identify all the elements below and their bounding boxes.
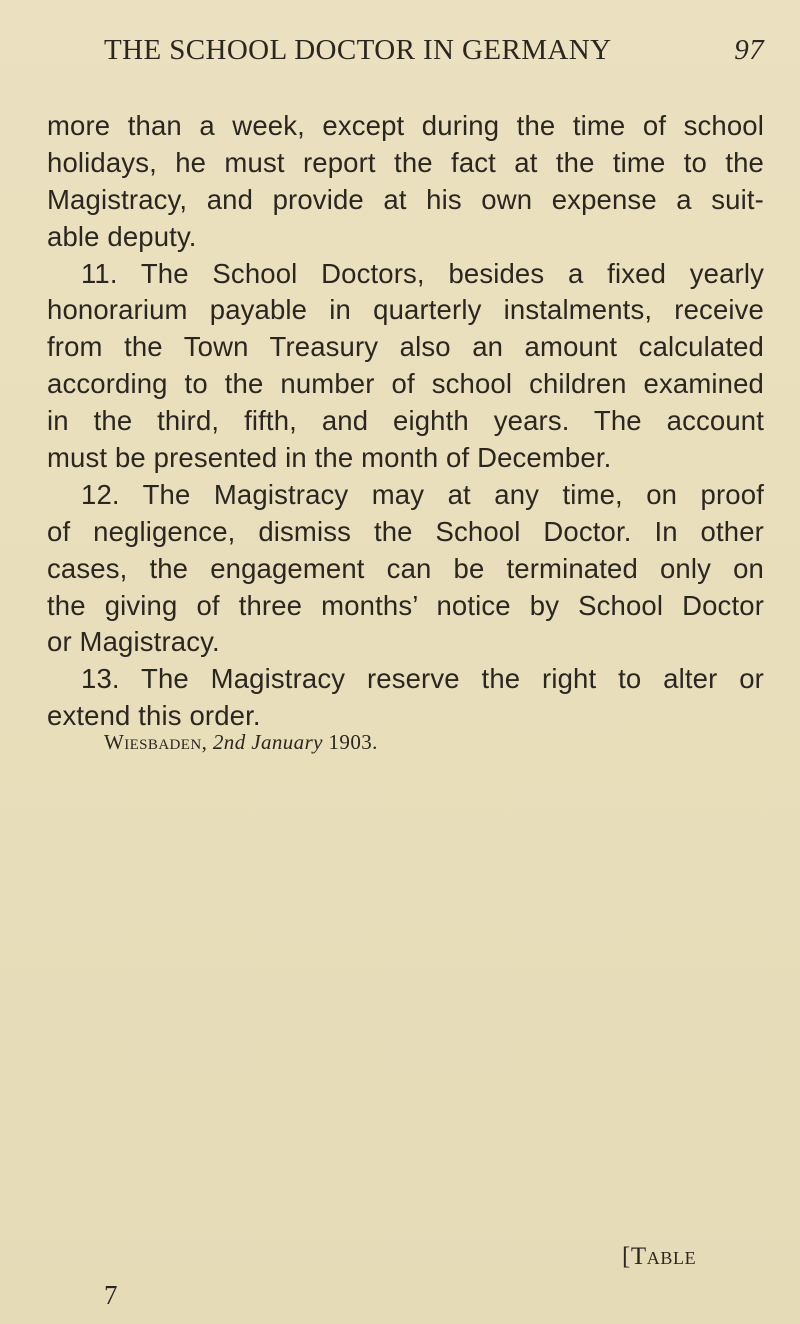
text-line: of negligence, dismiss the School Doctor. In other [47,515,764,547]
text-line: or Magistracy. [47,626,220,658]
signature-date: 2nd January [212,730,323,754]
body-text [47,108,764,735]
text-line: 12. The Magistracy may at any time, on proof [81,478,764,510]
text-line: able deputy. [47,220,197,252]
text-line: must be presented in the month of December. [47,442,612,474]
signature-place: Wiesbaden, [104,730,208,754]
text-line: cases, the engagement can be terminated only on [47,552,764,584]
signature-year: 1903. [328,730,378,754]
running-head [104,34,764,78]
text-line: extend this order. [47,700,261,732]
text-line: in the third, fifth, and eighth years. The account [47,405,764,437]
page-number: 97 [734,34,764,66]
text-line: from the Town Treasury also an amount calculated [47,331,764,363]
running-head-title: THE SCHOOL DOCTOR IN GERMANY [104,34,612,66]
text-line: holidays, he must report the fact at the time to the [47,146,764,178]
text-line: according to the number of school children examined [47,368,764,400]
catchword: [Table [622,1243,697,1270]
text-line: honorarium payable in quarterly instalments, receive [47,294,764,326]
text-line: more than a week, except during the time of school [47,110,764,141]
text-line: 11. The School Doctors, besides a fixed yearly [81,257,764,289]
text-line: the giving of three months’ notice by School Doctor [47,589,764,621]
signature-mark: 7 [104,1280,118,1310]
signature-line [104,730,378,755]
text-line: 13. The Magistracy reserve the right to alter or [81,663,764,695]
text-line: Magistracy, and provide at his own expense a suit- [47,183,764,215]
